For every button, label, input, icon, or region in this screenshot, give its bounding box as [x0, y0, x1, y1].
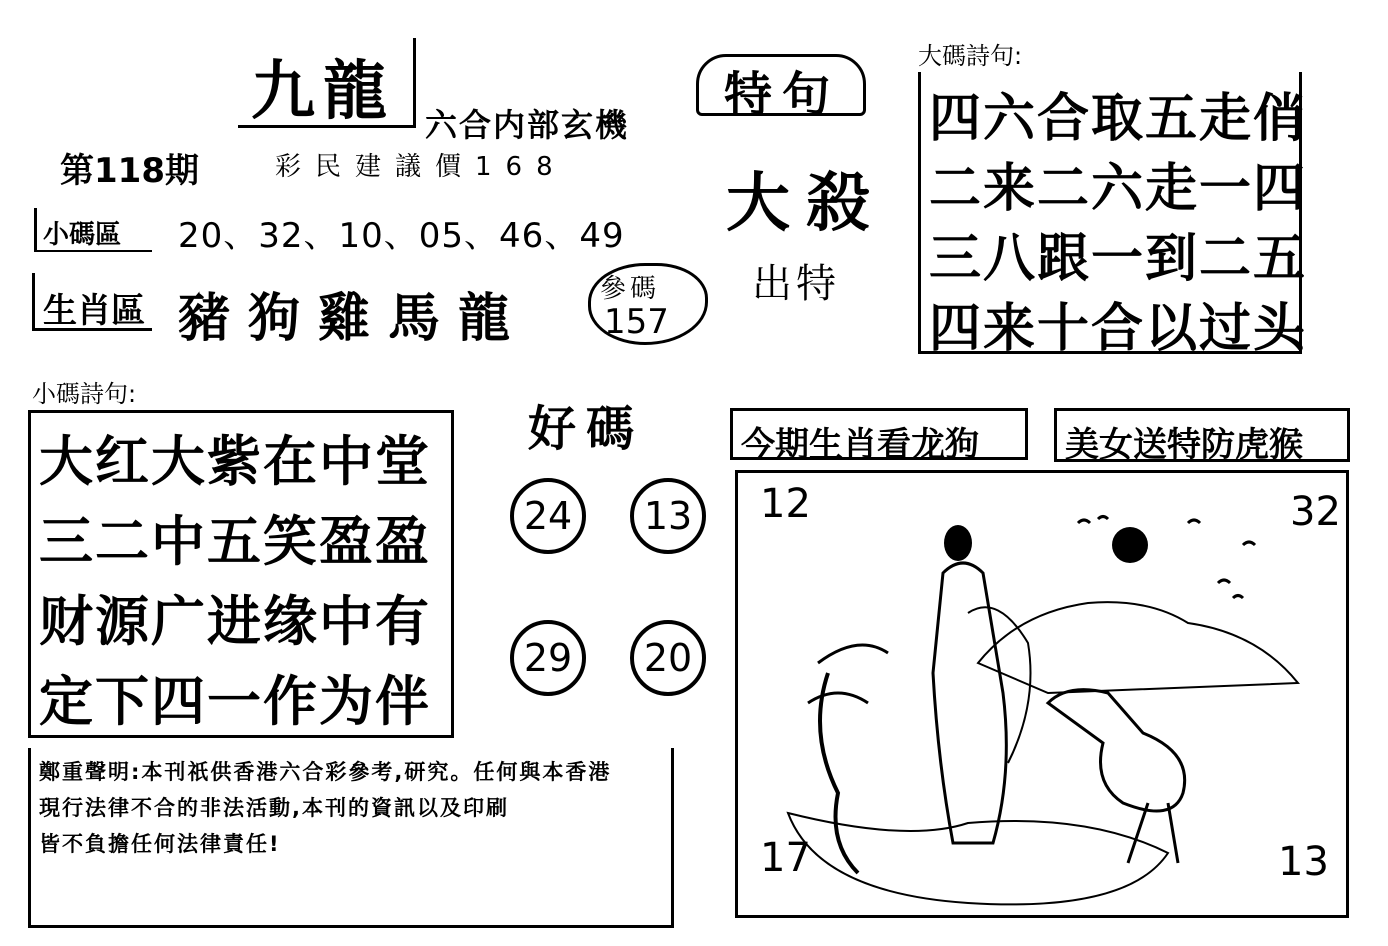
small-poem-line: 财源广进缘中有 — [39, 590, 431, 653]
picture-corner-number: 13 — [1278, 839, 1329, 885]
small-poem-line: 大红大紫在中堂 — [39, 430, 431, 493]
big-code-poem-box — [918, 72, 1308, 359]
reference-code-label: 參碼 — [600, 274, 661, 304]
zodiac-zone-label: 生肖區 — [32, 273, 152, 331]
illustration-frame — [735, 470, 1349, 918]
good-code-label: 好碼 — [528, 401, 645, 457]
picture-corner-number: 32 — [1290, 489, 1341, 535]
disclaimer-line: 皆不負擔任何法律責任! — [39, 832, 281, 856]
disclaimer-line: 現行法律不合的非法活動,本刊的資訊以及印刷 — [39, 796, 509, 820]
good-code-number: 24 — [510, 478, 586, 554]
disclaimer-box — [28, 748, 674, 928]
small-code-zone-numbers: 20、32、10、05、46、49 — [178, 216, 625, 256]
issue-number: 第118期 — [60, 151, 199, 191]
page-subtitle: 六合内部玄機 — [425, 106, 630, 144]
big-poem-line: 四六合取五走俏 — [929, 89, 1308, 149]
small-code-poem-box — [28, 410, 454, 738]
small-code-poem-label: 小碼詩句: — [32, 380, 137, 408]
reference-code-number: 157 — [604, 302, 669, 342]
out-special-label: 出特 — [752, 261, 840, 307]
zodiac-tip: 今期生肖看龙狗 — [730, 408, 1028, 460]
special-verse-label: 特句 — [723, 67, 840, 123]
illustration-picture — [738, 473, 1346, 915]
suggested-price: 彩民建議價168 — [275, 152, 567, 182]
picture-corner-number: 17 — [760, 835, 811, 881]
zodiac-zone-animals: 豬狗雞馬龍 — [178, 289, 529, 349]
big-kill-label: 大殺 — [726, 167, 886, 241]
big-poem-line: 四来十合以过头 — [929, 299, 1308, 359]
big-poem-line: 二来二六走一四 — [929, 159, 1308, 219]
good-code-number: 20 — [630, 620, 706, 696]
page-title: 九龍 — [251, 55, 395, 129]
big-poem-line: 三八跟一到二五 — [929, 229, 1308, 289]
picture-corner-number: 12 — [760, 481, 811, 527]
good-code-number: 13 — [630, 478, 706, 554]
big-code-poem-label: 大碼詩句: — [918, 42, 1023, 70]
disclaimer-line: 鄭重聲明:本刊祇供香港六合彩參考,研究。任何與本香港 — [39, 760, 612, 784]
small-poem-line: 定下四一作为伴 — [39, 670, 431, 733]
small-poem-line: 三二中五笑盈盈 — [39, 510, 431, 573]
beauty-tip: 美女送特防虎猴 — [1054, 408, 1350, 462]
small-code-zone-label: 小碼區 — [34, 208, 152, 252]
good-code-number: 29 — [510, 620, 586, 696]
